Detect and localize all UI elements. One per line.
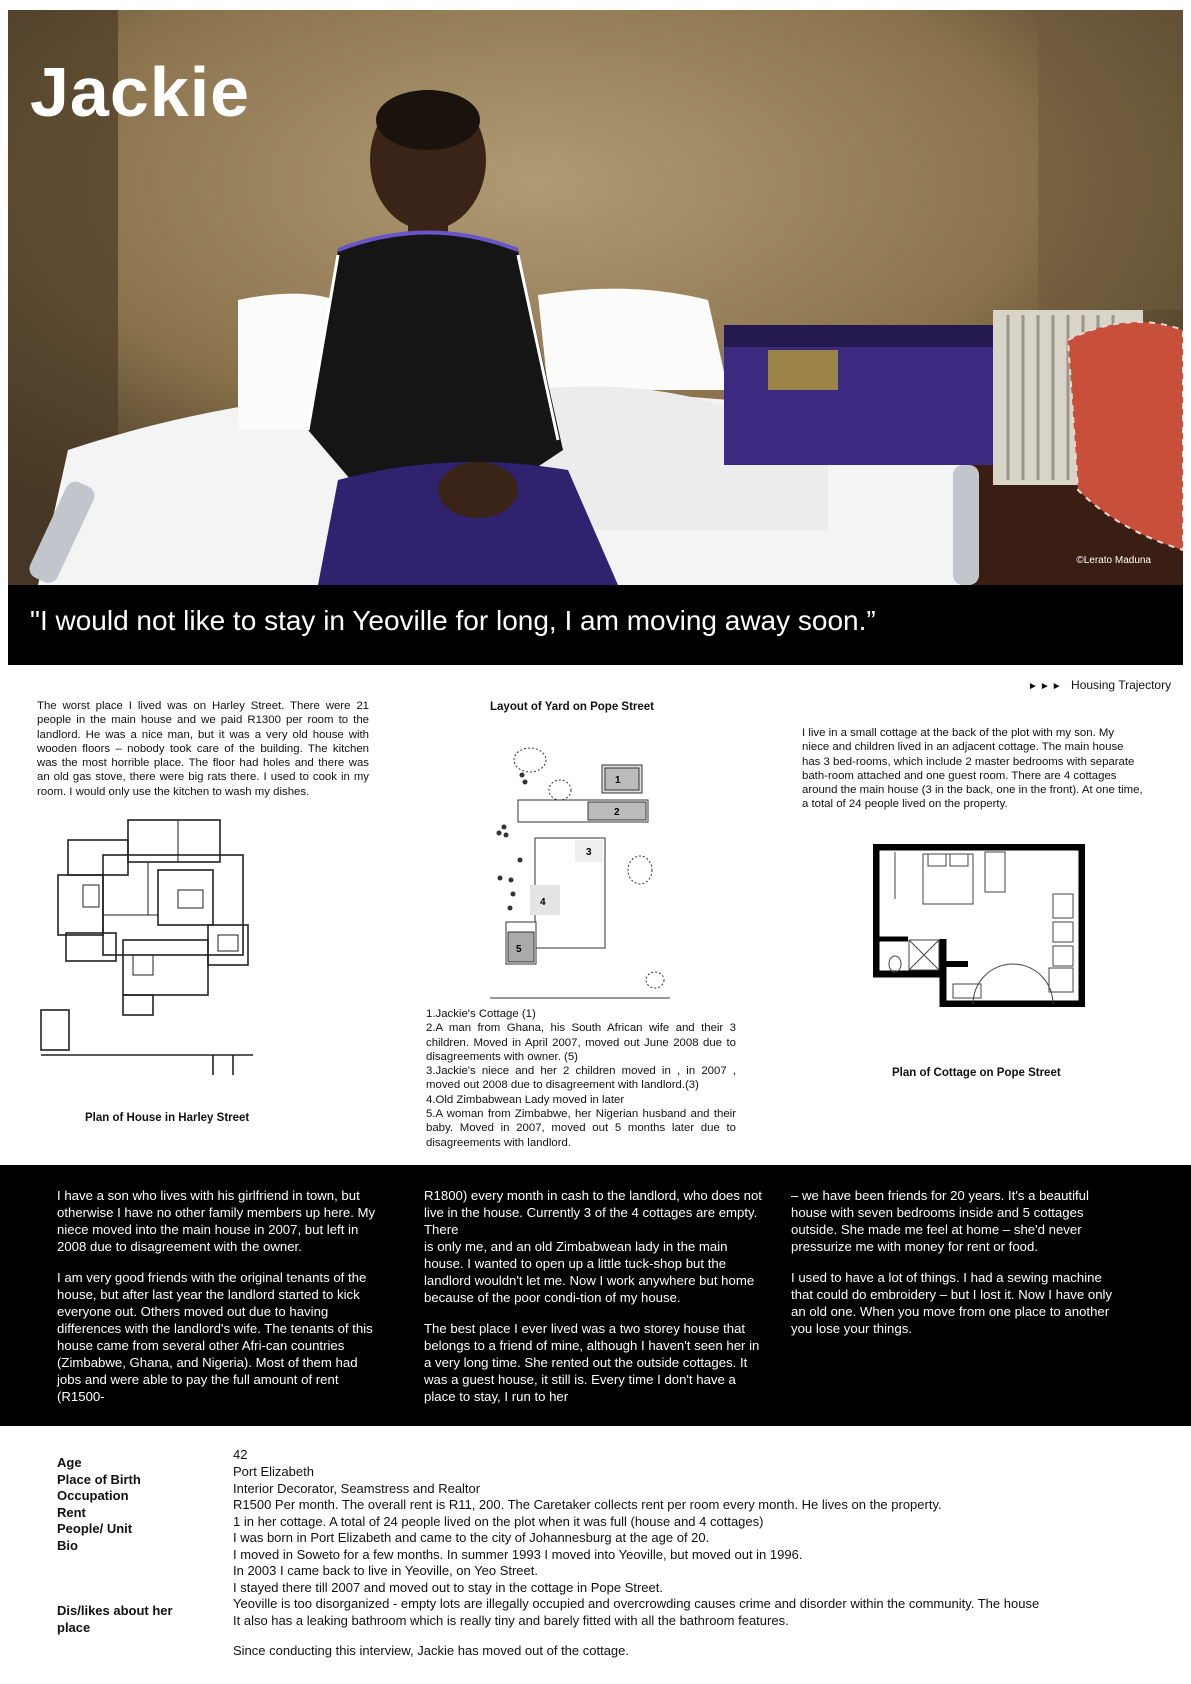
story-column-2	[424, 1187, 764, 1419]
yard-label-2: 2	[614, 807, 620, 818]
story-column-3	[791, 1187, 1121, 1351]
bio-line: I moved in Soweto for a few months. In summer 1993 I moved into Yeoville, but moved out in 1996.	[233, 1547, 803, 1562]
people-value: 1 in her cottage. A total of 24 people lived on the plot when it was full (house and 4 cottages)	[233, 1514, 764, 1529]
yard-legend	[426, 1007, 736, 1150]
dislikes-line: It also has a leaking bathroom which is really tiny and barely fitted with all the bathroom features.	[233, 1613, 789, 1628]
yard-label-5: 5	[516, 944, 522, 955]
harley-street-text: The worst place I lived was on Harley Street. There were 21 people in the main house and we paid R1300 per room to the landlord. He was a nice man, but it was a very old house with wooden floors – nobody took care of the building. The kitchen was the most horrible place. The floor had holes and there was an old gas stove, there were big rats there. I used to cook in my room. I would only use the kitchen to wash my dishes.	[37, 700, 369, 798]
bio-line: In 2003 I came back to live in Yeoville, on Yeo Street.	[233, 1563, 538, 1578]
legend-item: 2.A man from Ghana, his South African wife and their 3 children. Moved in April 2007, moved out June 2008 due to disagreements with owner. (5)	[426, 1022, 736, 1063]
occupation-label: Occupation	[57, 1488, 129, 1503]
story-paragraph: – we have been friends for 20 years. It's a beautiful house with seven bedrooms inside and 5 cottages outside. She made me feel at home – she'd never pressurize me with money for rent or food.	[791, 1188, 1089, 1254]
yard-label-1: 1	[615, 775, 621, 786]
yard-layout-title: Layout of Yard on Pope Street	[490, 701, 655, 713]
harley-plan-caption: Plan of House in Harley Street	[85, 1112, 250, 1124]
story-paragraph: The best place I ever lived was a two storey house that belongs to a friend of mine, although I haven't seen her in a very long time. She rented out the outside cottages. It was a guest house, it still is. Every time I don't have a place to stay, I run to her	[424, 1321, 760, 1404]
age-value: 42	[233, 1447, 248, 1462]
rent-label: Rent	[57, 1505, 86, 1520]
pope-street-yard-plan	[490, 740, 690, 1005]
birth-value: Port Elizabeth	[233, 1464, 314, 1479]
rent-value: R1500 Per month. The overall rent is R11, 200. The Caretaker collects rent per room every month. He lives on the property.	[233, 1497, 942, 1512]
cottage-floor-plan	[873, 844, 1085, 1007]
harley-street-floor-plan	[38, 815, 278, 1075]
people-label: People/ Unit	[57, 1521, 133, 1536]
birth-label: Place of Birth	[57, 1472, 141, 1487]
story-paragraph: I used to have a lot of things. I had a sewing machine that could do embroidery – but I lost it. Now I have only an old one. When you move from one place to another you lose your things.	[791, 1270, 1113, 1336]
story-column-1	[57, 1187, 385, 1419]
yard-label-4: 4	[540, 897, 546, 908]
page-title: Jackie	[30, 53, 251, 131]
age-label: Age	[57, 1455, 82, 1470]
legend-item: 4.Old Zimbabwean Lady moved in later	[426, 1093, 625, 1106]
story-paragraph: I am very good friends with the original tenants of the house, but after last year the landlord started to kick everyone out. Others moved out due to having differences with the landlord's wife. The tenants of this house came from several other Afri-can countries (Zimbabwe, Ghana, and Nigeria). Most of them had jobs and were able to pay the full amount of rent (R1500-	[57, 1270, 373, 1404]
bio-label: Bio	[57, 1538, 78, 1553]
legend-item: 3.Jackie's niece and her 2 children moved in , in 2007 , moved out 2008 due to disagreement with landlord.(3)	[426, 1065, 736, 1092]
footnote: Since conducting this interview, Jackie has moved out of the cottage.	[233, 1643, 630, 1658]
bio-line: I was born in Port Elizabeth and came to the city of Johannesburg at the age of 20.	[233, 1530, 710, 1545]
story-paragraph: R1800) every month in cash to the landlord, who does not live in the house. Currently 3 of the 4 cottages are empty. There is only me, and an old Zimbabwean lady in the main house. I wanted to open up a little tuck-shop but the landlord wouldn't let me. Now I work anywhere but home because of the poor condi-tion of my house.	[424, 1188, 762, 1305]
legend-item: 1.Jackie's Cottage (1)	[426, 1008, 536, 1020]
dislikes-line: Yeoville is too disorganized - empty lots are illegally occupied and overcrowding causes crime and disorder within the community. The house	[233, 1596, 1040, 1611]
legend-item: 5.A woman from Zimbabwe, her Nigerian husband and their baby. Moved in 2007, moved out 5 months later due to disagreements with landlord.	[426, 1108, 736, 1149]
section-tag	[1028, 678, 1171, 692]
story-paragraph: I have a son who lives with his girlfriend in town, but otherwise I have no other family members up here. My niece moved into the main house in 2007, but left in 2008 due to disagreement with the owner.	[57, 1188, 376, 1254]
bio-line: I stayed there till 2007 and moved out to stay in the cottage in Pope Street.	[233, 1580, 663, 1595]
triple-arrow-icon: ►►►	[1028, 681, 1064, 692]
yard-label-3: 3	[586, 847, 592, 858]
dislikes-label: Dis/likes about her place	[57, 1603, 173, 1635]
occupation-value: Interior Decorator, Seamstress and Realtor	[233, 1481, 481, 1496]
pope-street-text: I live in a small cottage at the back of the plot with my son. My niece and children lived in an adjacent cottage. The main house has 3 bed-rooms, which include 2 master bedrooms with separate bath-room attached and one guest room. There are 4 cottages around the main house (3 in the back, one in the front). At one time, a total of 24 people lived on the property.	[802, 727, 1143, 811]
section-tag-label: Housing Trajectory	[1071, 678, 1172, 692]
pull-quote: "I would not like to stay in Yeoville for long, I am moving away soon.”	[30, 605, 876, 636]
photo-credit: ©Lerato Maduna	[1076, 555, 1151, 566]
cottage-plan-caption: Plan of Cottage on Pope Street	[892, 1067, 1061, 1079]
